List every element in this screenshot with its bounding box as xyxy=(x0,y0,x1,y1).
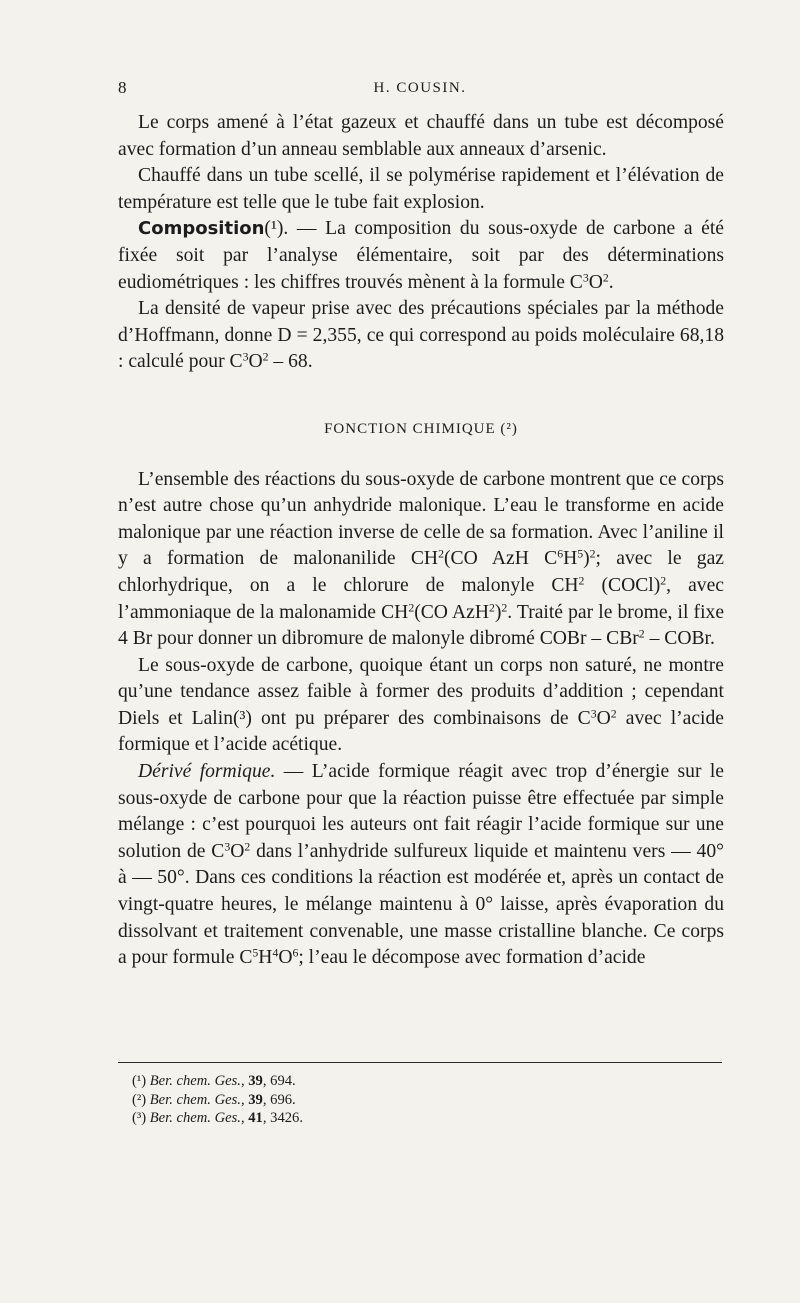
running-head xyxy=(118,78,722,104)
footnote-3: (³) Ber. chem. Ges., 41, 3426. xyxy=(132,1110,303,1126)
footnote-divider xyxy=(118,1062,722,1063)
composition-lead: Composition xyxy=(138,218,265,240)
paragraph-formic-derivative: Dérivé formique. — L’acide formique réagit avec trop d’énergie sur le sous-oxyde de carbone pour que la réaction puisse être effectuée par simple mélange : c’est pourquoi les auteurs ont fait réagir l’acide formique sur une solution de $C^3O^2$ dans l’anhydride sulfureux liquide et maintenu vers — 40° à — 50°. Dans ces conditions la réaction est modérée et, après un contact de vingt-quatre heures, le mélange maintenu à 0° laisse, après évaporation du dissolvant et traitement convenable, une masse cristalline blanche. Ce corps a pour formule $C^5H^4O^6$; l’eau le décompose avec formation d’acide xyxy=(118,761,724,969)
footnote-1: (¹) Ber. chem. Ges., 39, 694. xyxy=(132,1073,296,1089)
footnote-ref[interactable]: (¹) xyxy=(264,218,284,240)
section-heading-label: FONCTION CHIMIQUE xyxy=(324,420,496,437)
section-heading xyxy=(118,416,724,443)
page-number: 8 xyxy=(118,78,127,97)
paragraph-addition-products: Le sous-oxyde de carbone, quoique étant un corps non saturé, ne montre qu’une tendance assez faible à former des produits d’addition ; cependant Diels et Lalin(³) ont pu préparer des combinaisons de $C^3O^2$ avec l’acide formique et l’acide acétique. xyxy=(118,654,724,756)
footnote-ref[interactable]: (³) xyxy=(233,707,252,729)
formic-derivative-lead: Dérivé formique. xyxy=(138,761,276,783)
paragraph-vapour-density: La densité de vapeur prise avec des précautions spéciales par la méthode d’Hoffmann, donne D = 2,355, ce qui correspond au poids moléculaire 68,18 : calculé pour $C^3O^2 - 68$. xyxy=(118,298,724,373)
running-title: H. COUSIN. xyxy=(373,80,467,96)
paragraph-composition: Composition(¹). — La composition du sous-oxyde de carbone a été fixée soit par l’analyse élémentaire, soit par des déterminations eudiométriques : les chiffres trouvés mènent à la formule $C^3O^2$. xyxy=(118,218,724,293)
footnotes xyxy=(132,1072,712,1128)
paragraph-malonic-anhydride: L’ensemble des réactions du sous-oxyde de carbone montrent que ce corps n’est autre chose qu’un anhydride malonique. L’eau le transforme en acide malonique par une réaction inverse de celle de sa formation. Avec l’aniline il y a formation de malonanilide $CH^2(CO$ AzH $C^6H^5)^2$; avec le gaz chlorhydrique, on a le chlorure de malonyle $CH^2$ (COCl)$^2$, avec l’ammoniaque de la malonamide $CH^2(CO$ AzH$^2$)$^2$. Traité par le brome, il fixe 4 Br pour donner un dibromure de malonyle dibromé COBr – CBr$^2$ – COBr. xyxy=(118,468,725,650)
paragraph-tube-decomposition: Le corps amené à l’état gazeux et chauffé dans un tube est décomposé avec formation d’un anneau semblable aux anneaux d’arsenic. xyxy=(118,112,724,160)
footnote-ref[interactable]: (²) xyxy=(500,420,518,437)
paragraph-sealed-tube: Chauffé dans un tube scellé, il se polymérise rapidement et l’élévation de température est telle que le tube fait explosion. xyxy=(118,165,724,213)
footnote-2: (²) Ber. chem. Ges., 39, 696. xyxy=(132,1091,296,1108)
body-text xyxy=(118,110,724,972)
